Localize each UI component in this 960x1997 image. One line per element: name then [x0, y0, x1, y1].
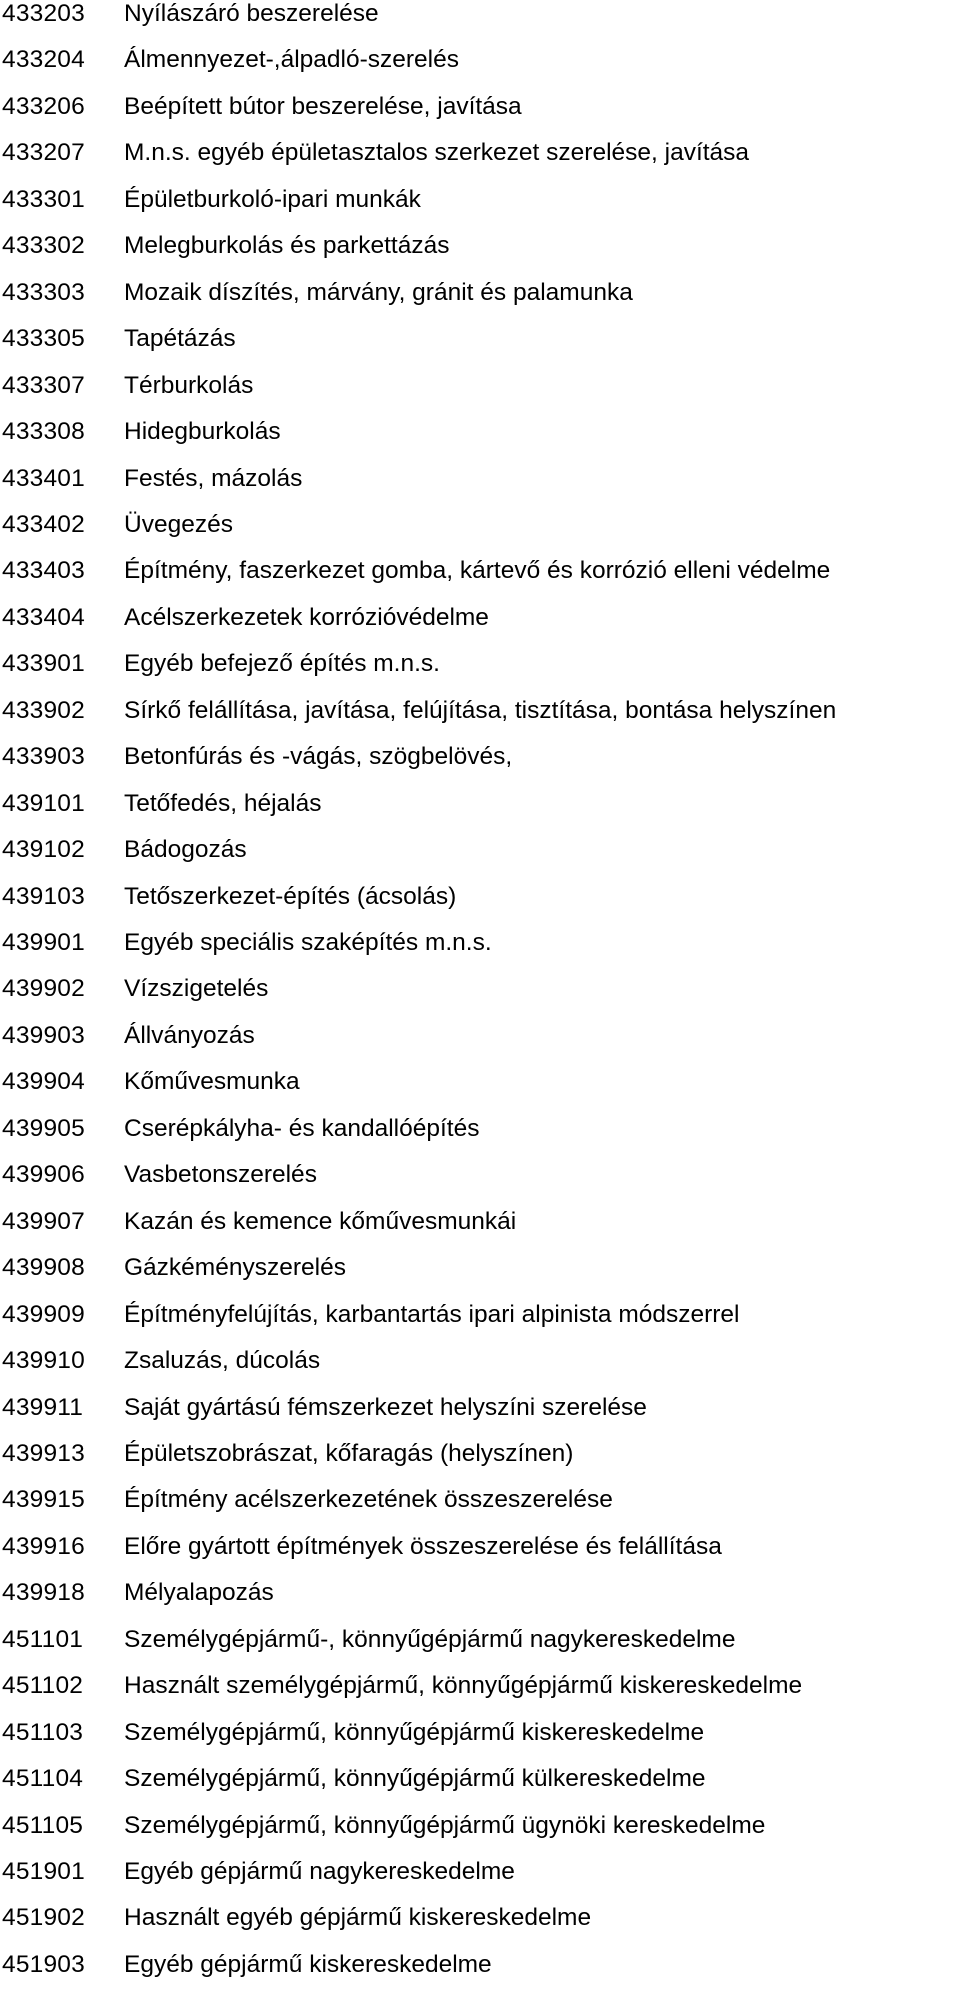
activity-label: Épületszobrászat, kőfaragás (helyszínen) [124, 1439, 574, 1467]
activity-code: 439905 [2, 1114, 85, 1142]
activity-code: 433401 [2, 464, 85, 492]
activity-label: Használt személygépjármű, könnyűgépjármű kiskereskedelme [124, 1672, 803, 1700]
activity-code: 439902 [2, 975, 85, 1003]
activity-label: Tetőszerkezet-építés (ácsolás) [124, 882, 457, 910]
activity-label: Nyílászáró beszerelése [124, 0, 379, 27]
activity-code: 439906 [2, 1161, 85, 1189]
activity-code: 433404 [2, 603, 85, 631]
activity-label: Vízszigetelés [124, 975, 269, 1003]
activity-label: Épületburkoló-ipari munkák [124, 185, 421, 213]
activity-label: Egyéb gépjármű kiskereskedelme [124, 1950, 492, 1978]
activity-label: Tetőfedés, héjalás [124, 789, 322, 817]
activity-code: 451901 [2, 1858, 85, 1885]
activity-code: 433203 [2, 0, 85, 27]
activity-label: Melegburkolás és parkettázás [124, 232, 450, 260]
activity-code: 439901 [2, 929, 85, 956]
activity-code: 433207 [2, 139, 85, 167]
activity-label: Festés, mázolás [124, 464, 303, 492]
activity-label: Cserépkályha- és kandallóépítés [124, 1114, 480, 1142]
activity-label: Építmény acélszerkezetének összeszerelése [124, 1486, 613, 1514]
activity-code: 439908 [2, 1254, 85, 1282]
activity-code: 439103 [2, 882, 85, 910]
activity-code: 433301 [2, 185, 85, 213]
activity-code: 433901 [2, 650, 85, 678]
activity-label: Mozaik díszítés, márvány, gránit és palamunka [124, 278, 633, 306]
activity-label: Használt egyéb gépjármű kiskereskedelme [124, 1904, 592, 1932]
activity-code: 433302 [2, 232, 85, 260]
activity-code: 439903 [2, 1021, 85, 1049]
activity-code: 439907 [2, 1207, 85, 1235]
activity-label: Személygépjármű, könnyűgépjármű külkereskedelme [124, 1765, 706, 1793]
activity-label: Kőművesmunka [124, 1068, 300, 1096]
activity-code: 451105 [2, 1811, 84, 1839]
activity-label: Személygépjármű, könnyűgépjármű kiskereskedelme [124, 1718, 705, 1746]
activity-code: 439909 [2, 1300, 85, 1328]
activity-code: 451903 [2, 1950, 85, 1978]
activity-label: Mélyalapozás [124, 1579, 274, 1607]
activity-code: 439101 [2, 789, 85, 817]
activity-label: Betonfúrás és -vágás, szögbelövés, [124, 743, 513, 771]
activity-label: Vasbetonszerelés [124, 1161, 317, 1189]
activity-code: 433305 [2, 325, 85, 353]
activity-code: 433307 [2, 371, 85, 399]
activity-code: 439102 [2, 836, 85, 864]
activity-label: Egyéb gépjármű nagykereskedelme [124, 1858, 515, 1885]
activity-label: Építményfelújítás, karbantartás ipari alpinista módszerrel [124, 1300, 740, 1328]
activity-code: 433308 [2, 418, 85, 446]
activity-code: 451102 [2, 1672, 84, 1700]
activity-code: 439911 [2, 1393, 84, 1421]
activity-label: Egyéb befejező építés m.n.s. [124, 650, 440, 678]
activity-label: Üvegezés [124, 510, 233, 538]
activity-label: Személygépjármű-, könnyűgépjármű nagykereskedelme [124, 1625, 736, 1653]
activity-code: 433903 [2, 743, 85, 771]
activity-label: M.n.s. egyéb épületasztalos szerkezet szerelése, javítása [124, 139, 750, 167]
activity-label: Álmennyezet-,álpadló-szerelés [124, 46, 459, 74]
activity-label: Beépített bútor beszerelése, javítása [124, 92, 522, 120]
activity-label: Saját gyártású fémszerkezet helyszíni szerelése [124, 1393, 647, 1421]
activity-code: 439918 [2, 1579, 85, 1607]
activity-label: Bádogozás [124, 836, 247, 864]
activity-code: 433902 [2, 696, 85, 724]
activity-code: 451101 [2, 1625, 84, 1653]
activity-label: Kazán és kemence kőművesmunkái [124, 1207, 517, 1235]
activity-label: Egyéb speciális szaképítés m.n.s. [124, 929, 492, 956]
activity-code: 433403 [2, 557, 85, 585]
activity-code: 439916 [2, 1532, 85, 1560]
activity-code: 439904 [2, 1068, 85, 1096]
activity-label: Személygépjármű, könnyűgépjármű ügynöki kereskedelme [124, 1811, 766, 1839]
activity-label: Zsaluzás, dúcolás [124, 1347, 321, 1375]
activity-label: Térburkolás [124, 371, 254, 399]
activity-code: 451902 [2, 1904, 85, 1932]
activity-label: Acélszerkezetek korrózióvédelme [124, 603, 489, 631]
activity-label: Gázkéményszerelés [124, 1254, 346, 1282]
activity-code: 451103 [2, 1718, 84, 1746]
activity-code: 433303 [2, 278, 85, 306]
activity-label: Hidegburkolás [124, 418, 281, 446]
activity-code: 439915 [2, 1486, 85, 1514]
activity-label: Előre gyártott építmények összeszerelése és felállítása [124, 1532, 722, 1560]
activity-label: Sírkő felállítása, javítása, felújítása, tisztítása, bontása helyszínen [124, 696, 837, 724]
activity-code: 433402 [2, 510, 85, 538]
activity-code: 433204 [2, 46, 85, 74]
activity-label: Építmény, faszerkezet gomba, kártevő és korrózió elleni védelme [124, 557, 831, 585]
activity-code: 433206 [2, 92, 85, 120]
activity-code: 439913 [2, 1439, 85, 1467]
activity-label: Állványozás [124, 1021, 255, 1049]
activity-code: 439910 [2, 1347, 85, 1375]
activity-label: Tapétázás [124, 325, 236, 353]
activity-code: 451104 [2, 1765, 84, 1793]
